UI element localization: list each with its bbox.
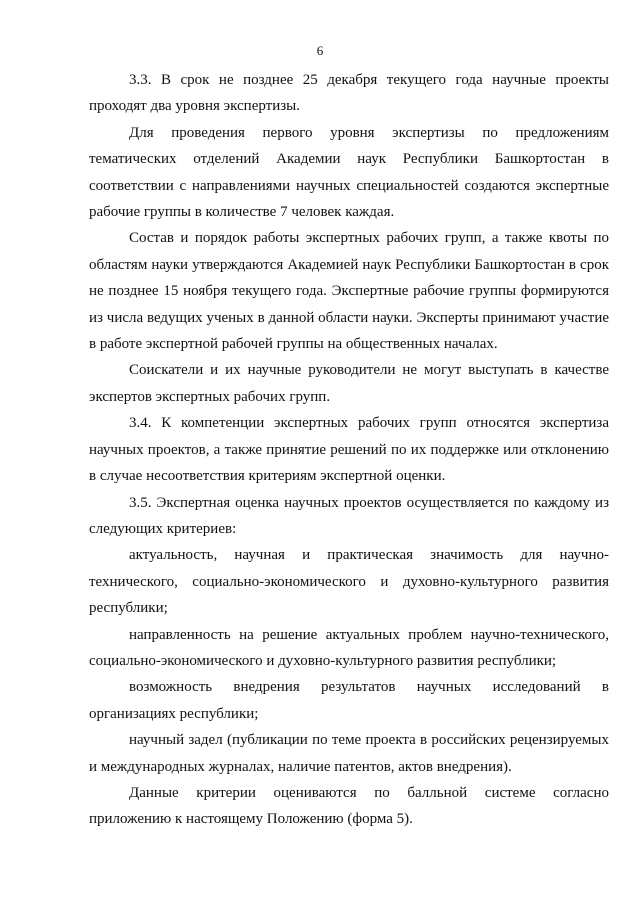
paragraph-3-5: 3.5. Экспертная оценка научных проектов осуществляется по каждому из следующих критериев: [89,494,609,537]
paragraph-3-3: 3.3. В срок не позднее 25 декабря текущего года научные проекты проходят два уровня экспертизы. [89,72,609,115]
paragraph-groups-composition: Состав и порядок работы экспертных рабочих групп, а также квоты по областям науки утверждаются Академией наук Республики Башкортостан в срок не позднее 15 ноября текущего года. Экспертные рабочие группы формируются из числа ведущих ученых в данной области науки. Эксперты принимают участие в работе экспертной рабочей группы на общественных началах. [89,230,609,353]
criterion-orientation: направленность на решение актуальных проблем научно-технического, социально-экономического и духовно-культурного развития республики; [89,626,609,669]
document-body [89,67,609,833]
paragraph-applicants-restriction: Соискатели и их научные руководители не могут выступать в качестве экспертов экспертных рабочих групп. [89,362,609,405]
paragraph-expert-groups-first-level: Для проведения первого уровня экспертизы по предложениям тематических отделений Академии наук Республики Башкортостан в соответствии с направлениями научных специальностей создаются экспертные рабочие группы в количестве 7 человек каждая. [89,124,609,221]
page-number: 6 [316,43,324,58]
criterion-groundwork: научный задел (публикации по теме проекта в российских рецензируемых и международных журналах, наличие патентов, актов внедрения). [89,732,609,775]
paragraph-3-4: 3.4. К компетенции экспертных рабочих групп относятся экспертиза научных проектов, а также принятие решений по их поддержке или отклонению в случае несоответствия критериям экспертной оценки. [89,415,609,485]
paragraph-scoring: Данные критерии оцениваются по балльной системе согласно приложению к настоящему Положению (форма 5). [89,784,609,828]
criterion-relevance: актуальность, научная и практическая значимость для научно-технического, социально-экономического и духовно-культурного развития республики; [89,547,609,617]
criterion-implementation: возможность внедрения результатов научных исследований в организациях республики; [89,679,609,722]
